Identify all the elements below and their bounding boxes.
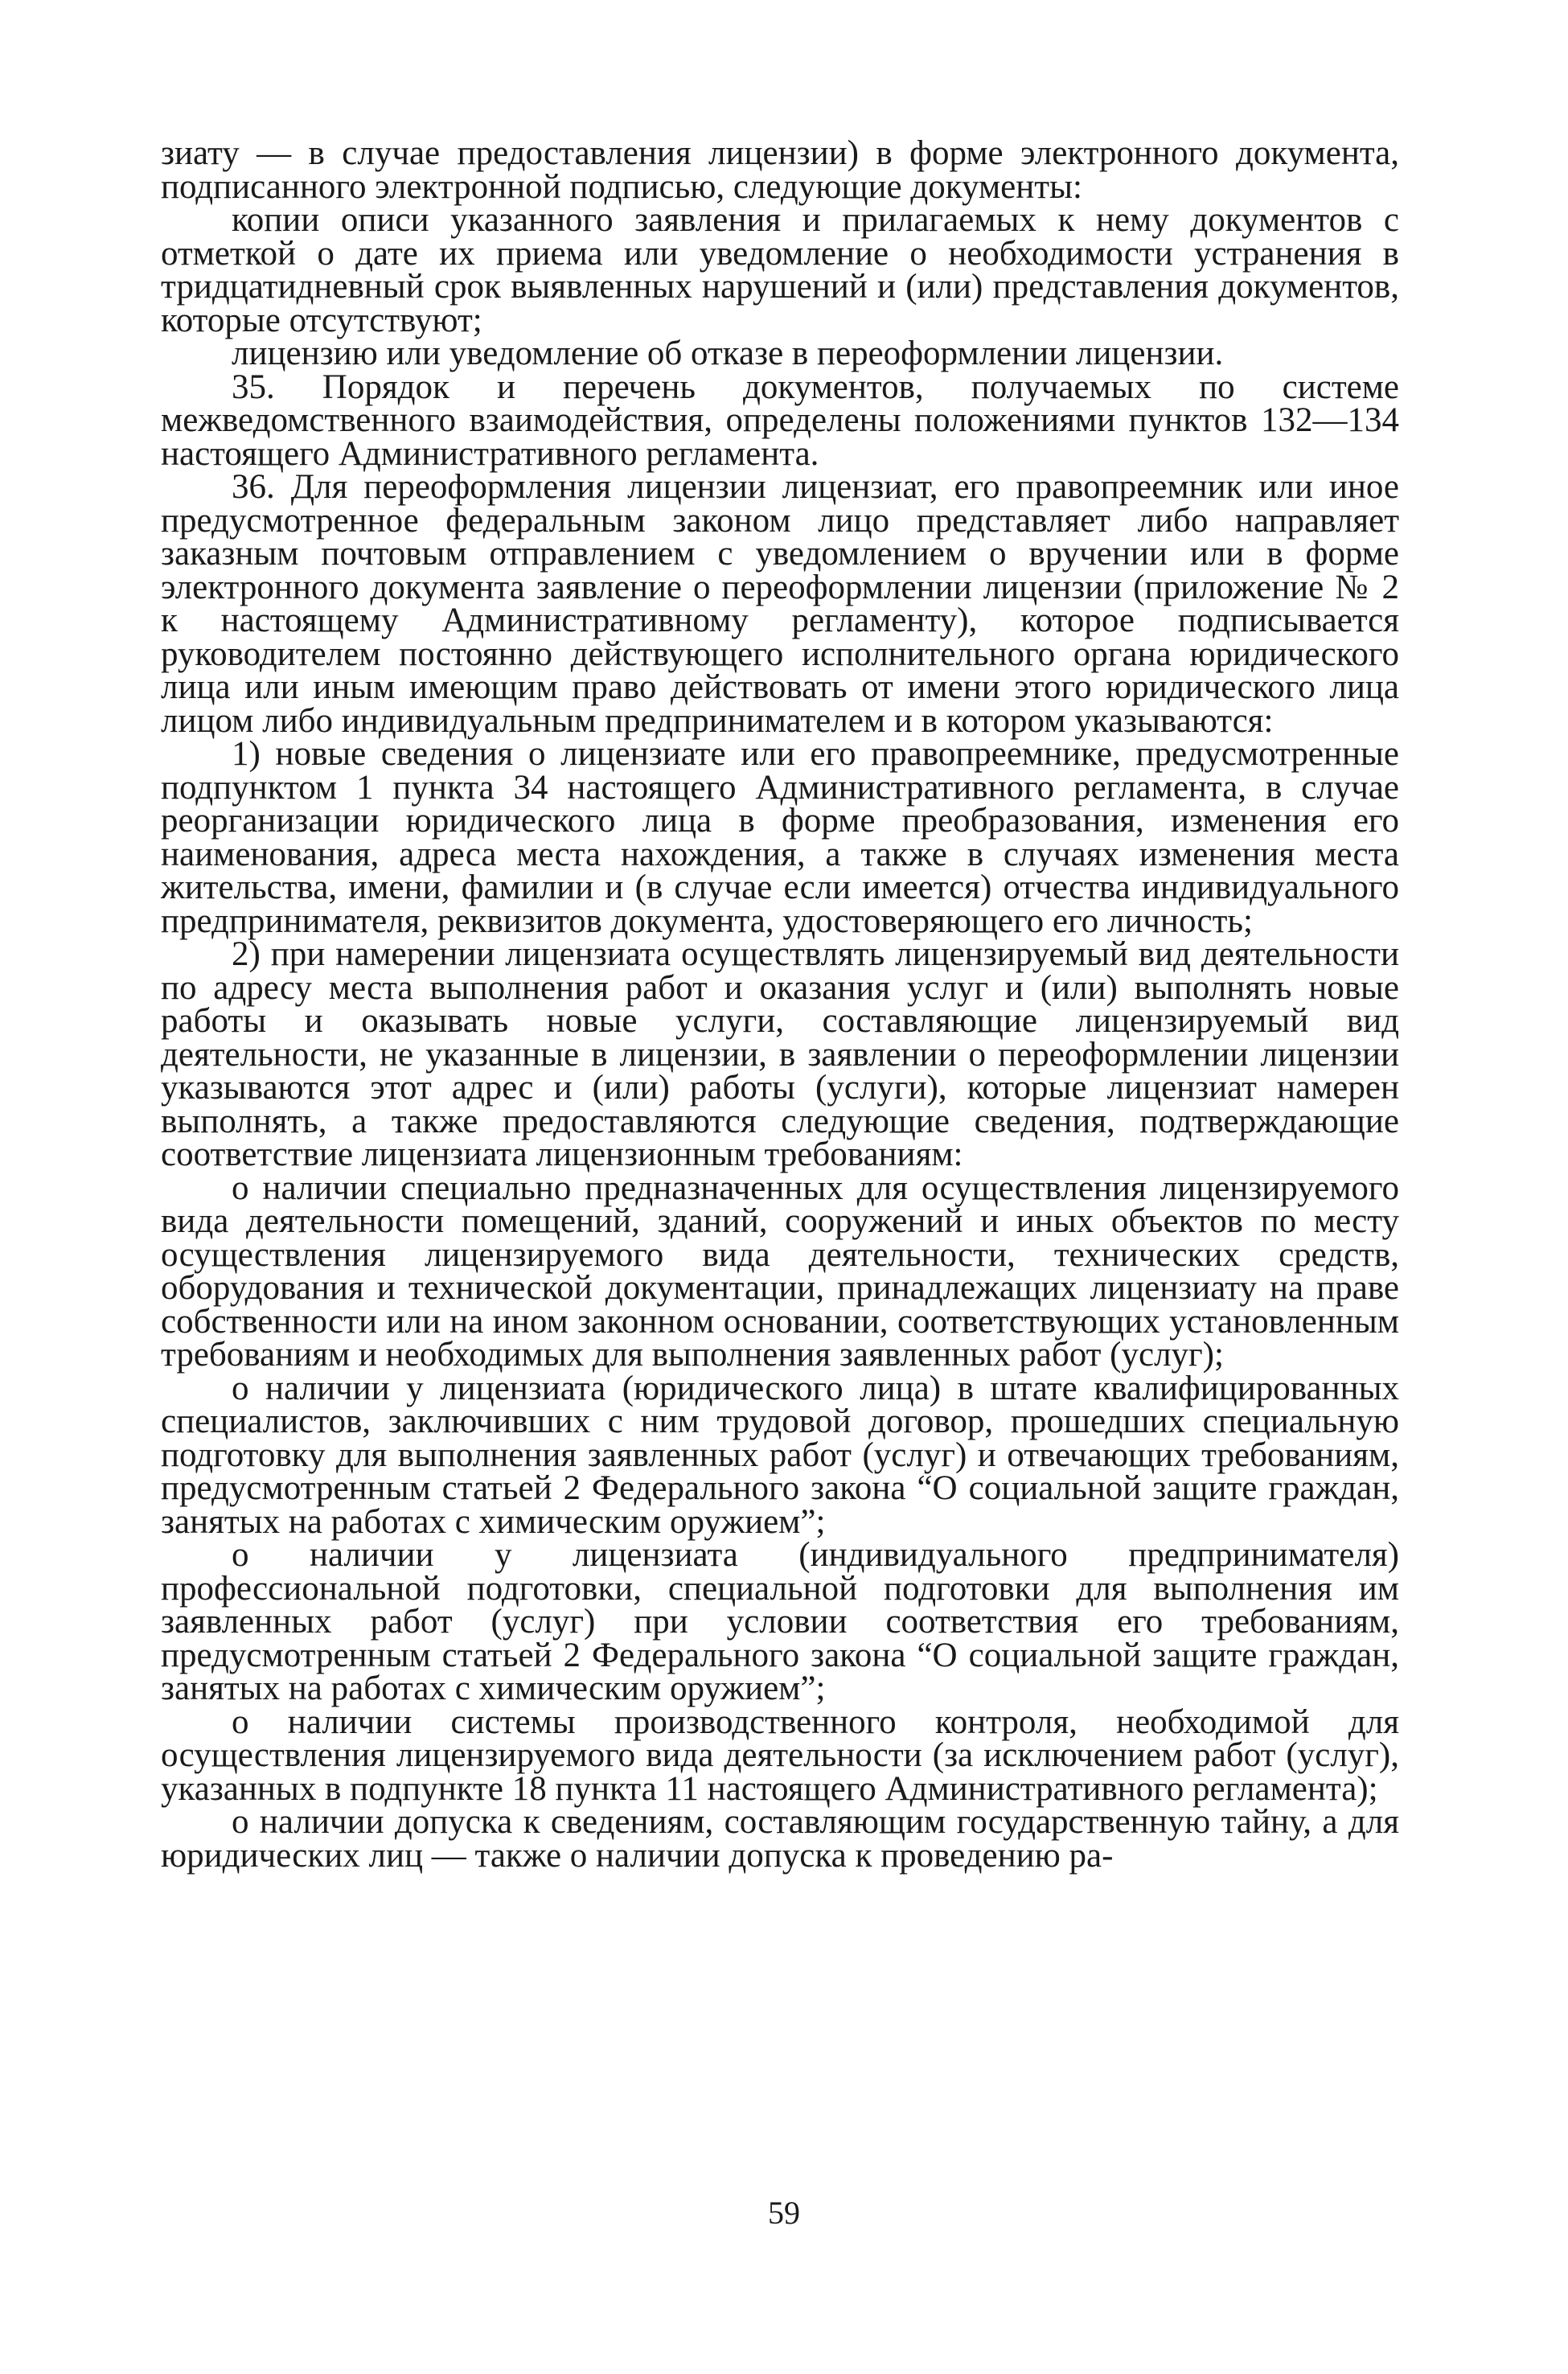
paragraph: копии описи указанного заявления и прилагаемых к нему документов с отметкой о дате их приема или уведомление о необходимости устранения в тридцатидневный срок выявленных нарушений и (или) представления документов, которые отсутствуют; <box>161 201 1399 339</box>
paragraph: лицензию или уведомление об отказе в переоформлении лицензии. <box>232 335 1224 372</box>
paragraph: о наличии у лицензиата (индивидуального предпринимателя) профессиональной подготовки, специальной подготовки для выполнения им заявленных работ (услуг) при условии соответствия его требованиям, предусмотренным статьей 2 Федерального закона “О социальной защите граждан, занятых на работах с химическим оружием”; <box>161 1536 1399 1707</box>
page-number: 59 <box>768 2195 800 2231</box>
paragraph: о наличии системы производственного контроля, необходимой для осуществления лицензируемого вида деятельности (за исключением работ (услуг), указанных в подпункте 18 пункта 11 настоящего Административного регламента); <box>161 1702 1399 1808</box>
paragraph: о наличии у лицензиата (юридического лица) в штате квалифицированных специалистов, заключивших с ним трудовой договор, прошедших специальную подготовку для выполнения заявленных работ (услуг) и отвечающих требованиям, предусмотренным статьей 2 Федерального закона “О социальной защите граждан, занятых на работах с химическим оружием”; <box>161 1369 1399 1541</box>
paragraph: о наличии допуска к сведениям, составляющим государственную тайну, а для юридических лиц — также о наличии допуска к проведению ра- <box>161 1803 1399 1875</box>
paragraph: о наличии специально предназначенных для осуществления лицензируемого вида деятельности помещений, зданий, сооружений и иных объектов по месту осуществления лицензируемого вида деятельности, технических средств, оборудования и технической документации, принадлежащих лицензиату на праве собственности или на ином законном основании, соответствующих установленным требованиям и необходимых для выполнения заявленных работ (услуг); <box>161 1169 1399 1374</box>
paragraph-subitem-1: 1) новые сведения о лицензиате или его правопреемнике, предусмотренные подпунктом 1 пункта 34 настоящего Административного регламента, в случае реорганизации юридического лица в форме преобразования, изменения его наименования, адреса места нахождения, а также в случаях изменения места жительства, имени, фамилии и (в случае если имеется) отчества индивидуального предпринимателя, реквизитов документа, удостоверяющего его личность; <box>161 735 1399 940</box>
document-body <box>161 134 1399 1875</box>
paragraph-item-36: 36. Для переоформления лицензии лицензиат, его правопреемник или иное предусмотренное федеральным законом лицо представляет либо направляет заказным почтовым отправлением с уведомлением о вручении или в форме электронного документа заявление о переоформлении лицензии (приложение № 2 к настоящему Административному регламенту), которое подписывается руководителем постоянно действующего исполнительного органа юридического лица или иным имеющим право действовать от имени этого юридического лица лицом либо индивидуальным предпринимателем и в котором указываются: <box>161 468 1399 740</box>
paragraph-subitem-2: 2) при намерении лицензиата осуществлять лицензируемый вид деятельности по адресу места выполнения работ и оказания услуг и (или) выполнять новые работы и оказывать новые услуги, составляющие лицензируемый вид деятельности, не указанные в лицензии, в заявлении о переоформлении лицензии указываются этот адрес и (или) работы (услуги), которые лицензиат намерен выполнять, а также предоставляются следующие сведения, подтверждающие соответствие лицензиата лицензионным требованиям: <box>161 935 1399 1173</box>
paragraph-continuation: зиату — в случае предоставления лицензии) в форме электронного документа, подписанного электронной подписью, следующие документы: <box>161 134 1399 206</box>
paragraph-item-35: 35. Порядок и перечень документов, получаемых по системе межведомственного взаимодействия, определены положениями пунктов 132—134 настоящего Административного регламента. <box>161 368 1399 473</box>
